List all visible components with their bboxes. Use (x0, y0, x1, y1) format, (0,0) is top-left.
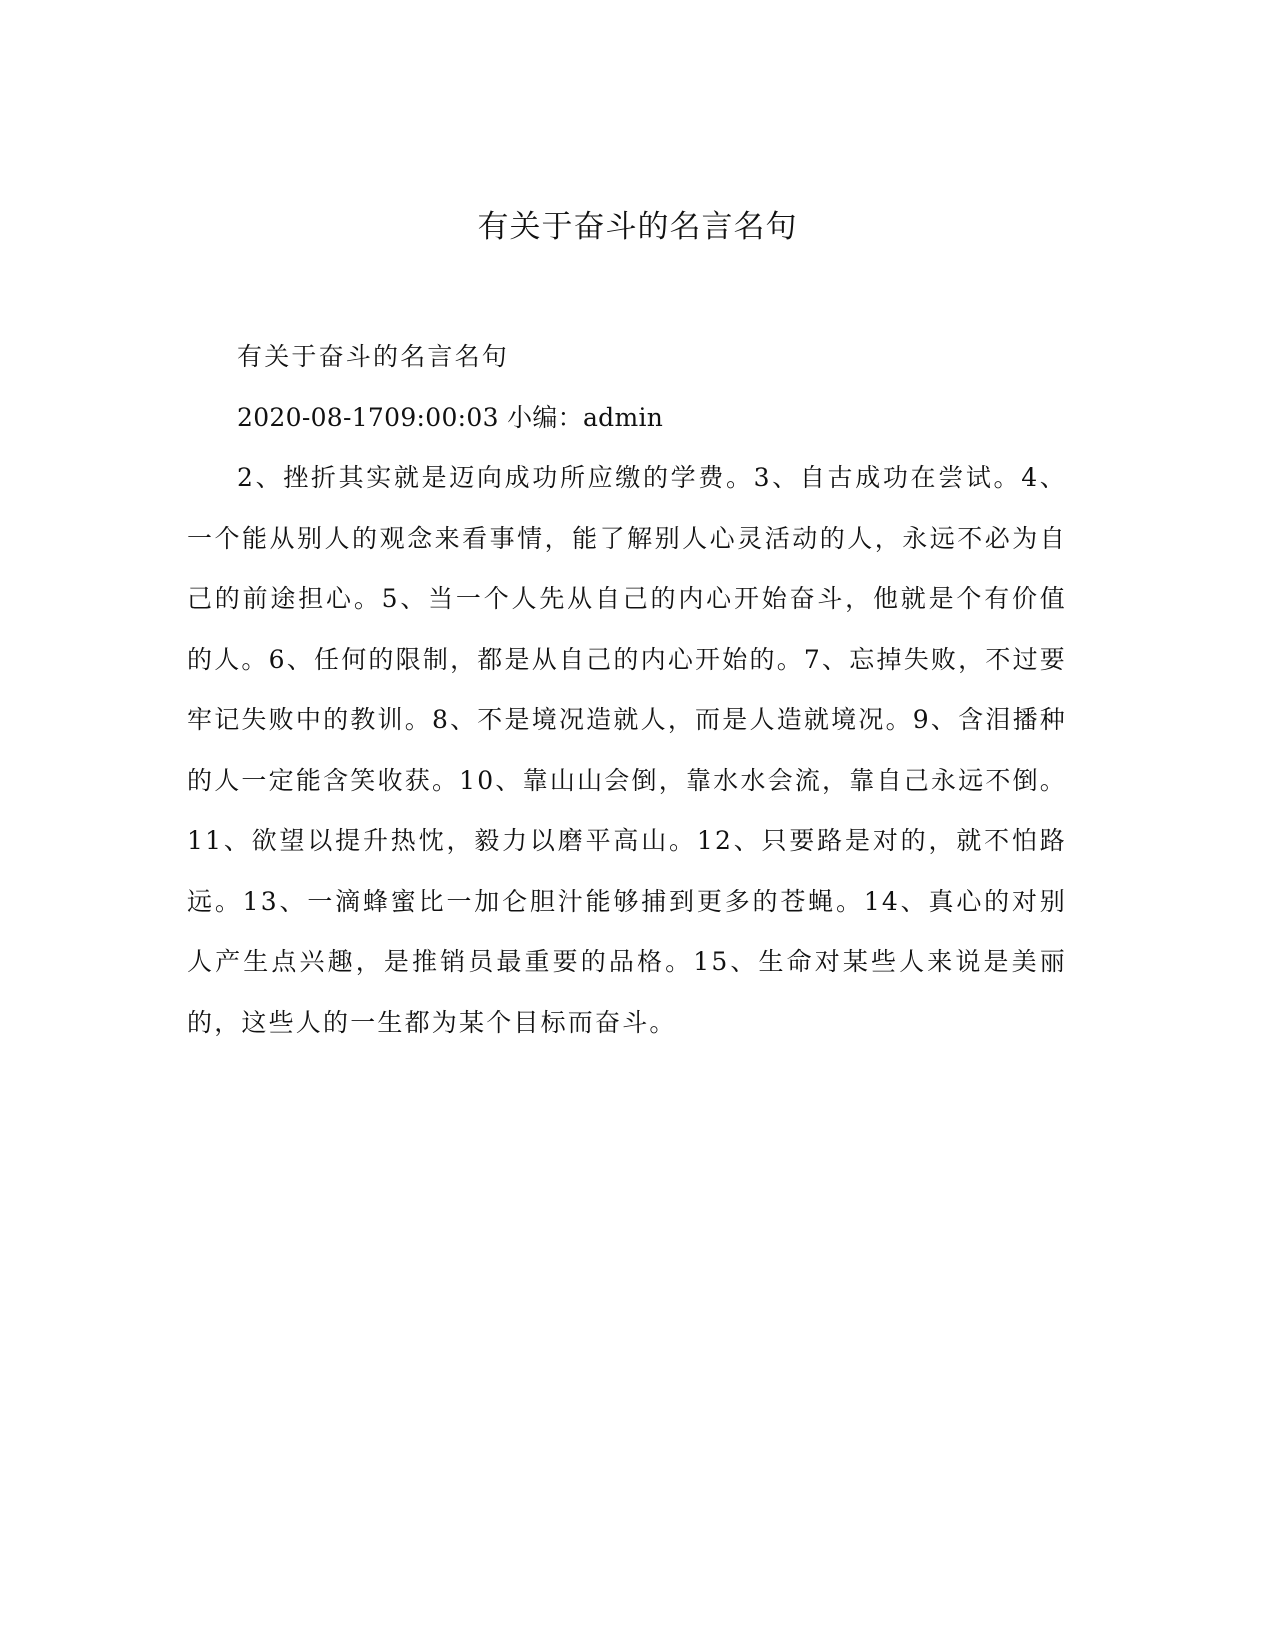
document-title: 有关于奋斗的名言名句 (477, 209, 798, 245)
document-body (187, 327, 1067, 1053)
article-meta: 2020-08-1709:00:03 小编：admin (237, 402, 664, 432)
article-content: 2、挫折其实就是迈向成功所应缴的学费。3、自古成功在尝试。4、一个能从别人的观念来看事情，能了解别人心灵活动的人，永远不必为自己的前途担心。5、当一个人先从自己的内心开始奋斗，他就是个有价值的人。6、任何的限制，都是从自己的内心开始的。7、忘掉失败，不过要牢记失败中的教训。8、不是境况造就人，而是人造就境况。9、含泪播种的人一定能含笑收获。10、靠山山会倒，靠水水会流，靠自己永远不倒。11、欲望以提升热忱，毅力以磨平高山。12、只要路是对的，就不怕路远。13、一滴蜂蜜比一加仑胆汁能够捕到更多的苍蝇。14、真心的对别人产生点兴趣，是推销员最重要的品格。15、生命对某些人来说是美丽的，这些人的一生都为某个目标而奋斗。 (187, 463, 1067, 1037)
article-subtitle: 有关于奋斗的名言名句 (237, 342, 510, 371)
